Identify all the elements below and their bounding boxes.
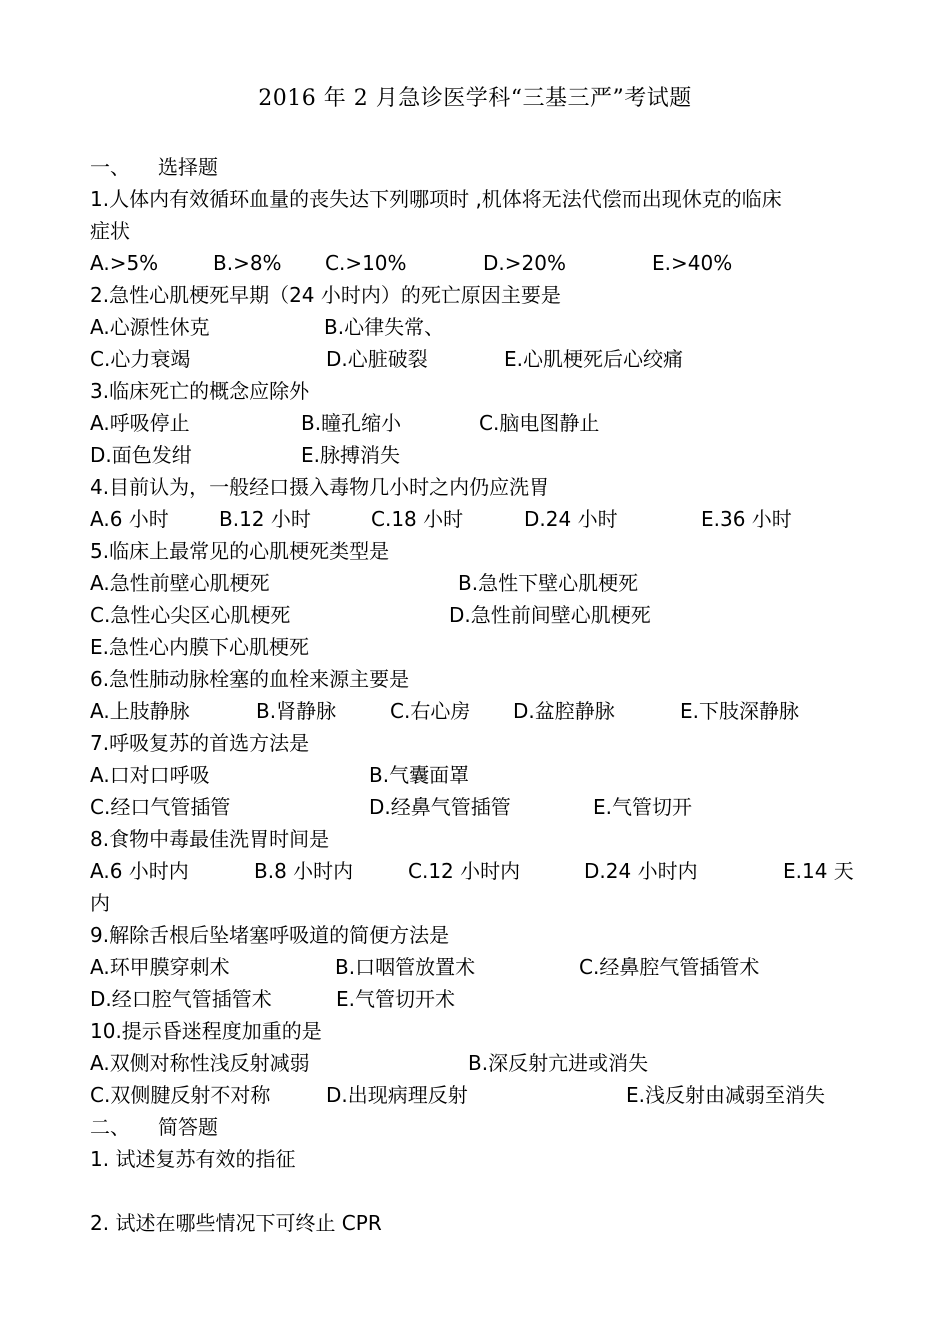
option-d: D.出现病理反射 [326, 1083, 468, 1107]
option-d: D.面色发绀 [90, 443, 192, 467]
option-d: D.24 小时 [524, 507, 618, 531]
option-a: A.心源性休克 [90, 315, 210, 339]
option-b: B.>8% [213, 251, 282, 275]
option-a: A.上肢静脉 [90, 699, 190, 723]
question-8-options [90, 856, 870, 886]
question-2-options-row1 [90, 312, 870, 342]
option-e: E.36 小时 [701, 507, 792, 531]
option-e: E.14 天 [783, 859, 854, 883]
question-1-text: 1.人体内有效循环血量的丧失达下列哪项时 ,机体将无法代偿而出现休克的临床 [90, 187, 782, 211]
question-5-text: 5.临床上最常见的心肌梗死类型是 [90, 539, 390, 563]
question-3-options-row2 [90, 440, 870, 470]
question-1-text-cont: 症状 [90, 219, 130, 243]
short-answer-1: 1. 试述复苏有效的指征 [90, 1147, 296, 1171]
option-c: C.经口气管插管 [90, 795, 231, 819]
option-a: A.呼吸停止 [90, 411, 190, 435]
option-e: E.心肌梗死后心绞痛 [504, 347, 683, 371]
question-8-options-cont: 内 [90, 891, 110, 915]
question-7-options-row1 [90, 760, 870, 790]
option-a: A.6 小时 [90, 507, 169, 531]
question-4-text: 4.目前认为，一般经口摄入毒物几小时之内仍应洗胃 [90, 475, 550, 499]
option-d: D.急性前间壁心肌梗死 [449, 603, 651, 627]
option-c: C.右心房 [390, 699, 471, 723]
option-c: C.双侧腱反射不对称 [90, 1083, 271, 1107]
question-9-options-row2 [90, 984, 870, 1014]
option-c: C.12 小时内 [408, 859, 521, 883]
option-a: A.双侧对称性浅反射减弱 [90, 1051, 310, 1075]
question-10-options-row2 [90, 1080, 870, 1110]
section-number: 二、 [90, 1115, 130, 1139]
option-e: E.>40% [652, 251, 733, 275]
question-7-text: 7.呼吸复苏的首选方法是 [90, 731, 310, 755]
question-5-options-row1 [90, 568, 870, 598]
question-9-text: 9.解除舌根后坠堵塞呼吸道的简便方法是 [90, 923, 450, 947]
question-5-options-row2 [90, 600, 870, 630]
question-10-text: 10.提示昏迷程度加重的是 [90, 1019, 322, 1043]
question-2-options-row2 [90, 344, 870, 374]
section-label: 选择题 [158, 155, 218, 179]
option-c: C.心力衰竭 [90, 347, 191, 371]
option-e: E.气管切开术 [336, 987, 455, 1011]
question-3-text: 3.临床死亡的概念应除外 [90, 379, 310, 403]
question-2-text: 2.急性心肌梗死早期（24 小时内）的死亡原因主要是 [90, 283, 561, 307]
question-4-options [90, 504, 870, 534]
option-d: D.经鼻气管插管 [369, 795, 511, 819]
option-c: C.经鼻腔气管插管术 [579, 955, 760, 979]
section-label: 简答题 [158, 1115, 218, 1139]
option-a: A.>5% [90, 251, 159, 275]
option-a: A.6 小时内 [90, 859, 189, 883]
option-a: A.环甲膜穿刺术 [90, 955, 230, 979]
question-6-text: 6.急性肺动脉栓塞的血栓来源主要是 [90, 667, 410, 691]
option-e: E.脉搏消失 [301, 443, 400, 467]
option-b: B.12 小时 [219, 507, 311, 531]
option-b: B.心律失常、 [324, 315, 445, 339]
question-7-options-row2 [90, 792, 870, 822]
question-1-options [90, 248, 870, 278]
option-c: C.>10% [325, 251, 407, 275]
question-8-text: 8.食物中毒最佳洗胃时间是 [90, 827, 330, 851]
option-b: B.瞳孔缩小 [301, 411, 402, 435]
option-d: D.经口腔气管插管术 [90, 987, 272, 1011]
option-b: B.口咽管放置术 [335, 955, 476, 979]
question-9-options-row1 [90, 952, 870, 982]
option-b: B.深反射亢进或消失 [468, 1051, 649, 1075]
option-c: C.急性心尖区心肌梗死 [90, 603, 291, 627]
option-b: B.气囊面罩 [369, 763, 470, 787]
option-e: E.下肢深静脉 [680, 699, 799, 723]
option-b: B.急性下壁心肌梗死 [458, 571, 639, 595]
question-6-options [90, 696, 870, 726]
option-c: C.脑电图静止 [479, 411, 600, 435]
exam-title: 2016 年 2 月急诊医学科“三基三严”考试题 [258, 86, 692, 111]
option-d: D.24 小时内 [584, 859, 698, 883]
option-a: A.急性前壁心肌梗死 [90, 571, 270, 595]
question-10-options-row1 [90, 1048, 870, 1078]
option-e: E.急性心内膜下心肌梗死 [90, 635, 309, 659]
option-b: B.8 小时内 [254, 859, 354, 883]
option-e: E.气管切开 [593, 795, 692, 819]
section-number: 一、 [90, 155, 130, 179]
option-d: D.心脏破裂 [326, 347, 428, 371]
option-d: D.盆腔静脉 [513, 699, 615, 723]
option-a: A.口对口呼吸 [90, 763, 210, 787]
option-c: C.18 小时 [371, 507, 464, 531]
option-d: D.>20% [483, 251, 566, 275]
option-e: E.浅反射由减弱至消失 [626, 1083, 825, 1107]
question-3-options-row1 [90, 408, 870, 438]
option-b: B.肾静脉 [256, 699, 337, 723]
short-answer-2: 2. 试述在哪些情况下可终止 CPR [90, 1211, 382, 1235]
